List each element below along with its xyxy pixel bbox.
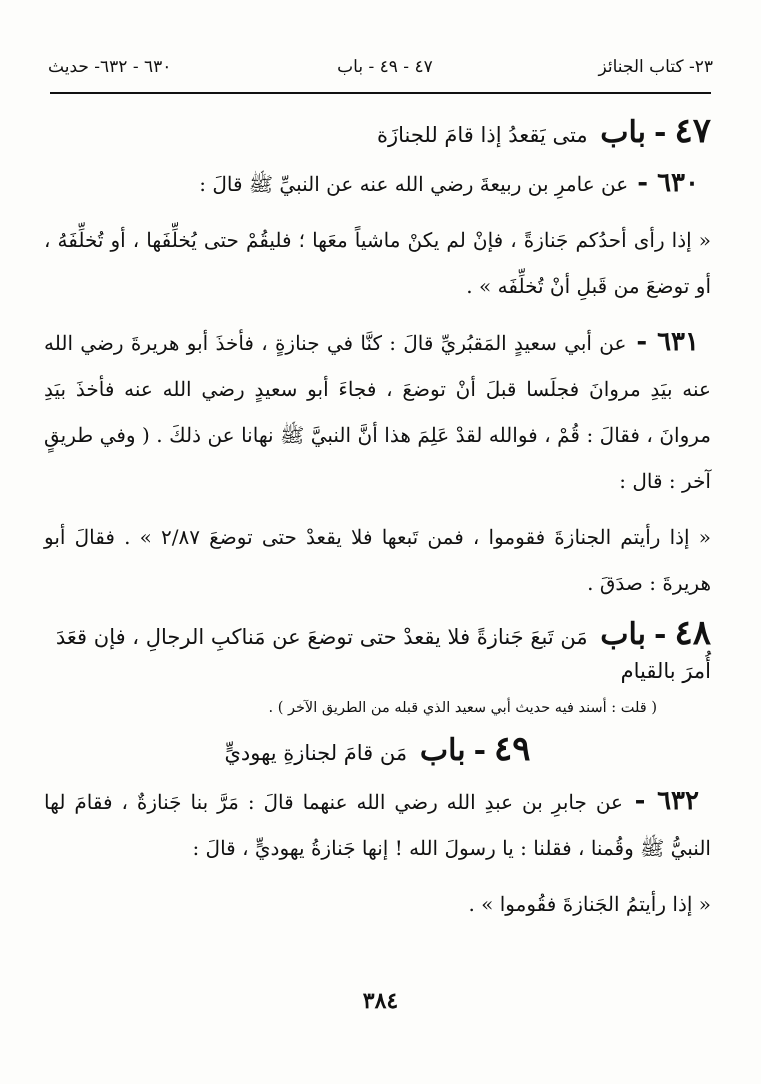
hadith-632-quote: « إذا رأيتمُ الجَنازةَ فقُوموا » .: [468, 892, 711, 916]
header-hadith-range: ٦٣٠ - ٦٣٢- حديث: [48, 57, 172, 77]
hadith-631: ٦٣١ - عن أبي سعيدٍ المَقبُريِّ قالَ : كنَّا في جنازةٍ ، فأخذَ أبو هريرةَ رضي الله عنه بيَدِ مروانَ فجلَسا قبلَ أنْ توضعَ ، فجاءَ أبو سعيدٍ رضي الله عنه فأخذَ بيَدِ مروانَ ، فقالَ : قُمْ ، فوالله لقدْ عَلِمَ هذا أنَّ النبيَّ ﷺ نهانا عن ذلكَ . ( وفي طريقٍ آخر : قال :: [44, 327, 711, 493]
chapter-bab-label: باب: [419, 733, 466, 768]
header-chapters-range: ٤٧ - ٤٩ - باب: [337, 57, 433, 77]
chapter-title: مَن قامَ لجنازةِ يهوديٍّ: [224, 741, 408, 765]
hadith-text: عن جابرِ بن عبدِ الله رضي الله عنهما قالَ : مَرَّ بنا جَنازةٌ ، فقامَ لها النبيُّ ﷺ وقُمنا ، فقلنا : يا رسولَ الله ! إنها جَنازةُ يهوديٍّ ، قالَ :: [44, 790, 711, 860]
chapter-number: ٤٩: [494, 729, 531, 769]
hadith-632: ٦٣٢ - عن جابرِ بن عبدِ الله رضي الله عنهما قالَ : مَرَّ بنا جَنازةٌ ، فقامَ لها النبيُّ ﷺ وقُمنا ، فقلنا : يا رسولَ الله ! إنها جَنازةُ يهوديٍّ ، قالَ :: [44, 786, 711, 860]
chapter-title: مَن تَبعَ جَنازةً فلا يقعدْ حتى توضعَ عن مَناكبِ الرجالِ ، فإن قعَدَ أُمرَ بالقيام: [55, 625, 711, 683]
chapter-bab-label: باب: [600, 617, 647, 652]
chapter-heading-47: ٤٧-باب متى يَقعدُ إذا قامَ للجنازَة: [376, 111, 711, 151]
chapter-heading-49: ٤٩-باب مَن قامَ لجنازةِ يهوديٍّ: [224, 729, 531, 769]
chapter-number: ٤٧: [674, 111, 711, 151]
header-rule: [50, 92, 711, 94]
chapter-title: متى يَقعدُ إذا قامَ للجنازَة: [376, 123, 588, 147]
editor-note: ( قلت : أسند فيه حديث أبي سعيد الذي قبله من الطريق الآخر ) .: [268, 700, 657, 716]
header-chapter: ٢٣- كتاب الجنائز: [598, 57, 713, 77]
hadith-630-quote: « إذا رأى أحدُكم جَنازةً ، فإنْ لم يكنْ ماشياً معَها ؛ فليقُمْ حتى يُخلِّفَها ، أو تُخلِّفَهُ ، أو توضعَ من قَبلِ أنْ تُخلِّفَه » .: [44, 228, 711, 298]
chapter-number: ٤٨: [674, 613, 711, 653]
hadith-number: ٦٣١: [657, 327, 699, 357]
running-header: [48, 52, 713, 82]
hadith-number: ٦٣٠: [657, 168, 699, 198]
chapter-heading-48: ٤٨-باب مَن تَبعَ جَنازةً فلا يقعدْ حتى توضعَ عن مَناكبِ الرجالِ ، فإن قعَدَ أُمرَ بالقيام: [55, 613, 711, 683]
hadith-text: عن أبي سعيدٍ المَقبُريِّ قالَ : كنَّا في جنازةٍ ، فأخذَ أبو هريرةَ رضي الله عنه بيَدِ مروانَ فجلَسا قبلَ أنْ توضعَ ، فجاءَ أبو سعيدٍ رضي الله عنه فأخذَ بيَدِ مروانَ ، فقالَ : قُمْ ، فوالله لقدْ عَلِمَ هذا أنَّ النبيَّ ﷺ نهانا عن ذلكَ . ( وفي طريقٍ آخر : قال :: [44, 331, 711, 493]
page-number: ٣٨٤: [362, 988, 399, 1014]
chapter-bab-label: باب: [600, 115, 647, 150]
hadith-number: ٦٣٢: [657, 786, 699, 816]
hadith-631-quote: « إذا رأيتم الجنازةَ فقوموا ، فمن تَبعها فلا يقعدْ حتى توضعَ ٢/٨٧ » . فقالَ أبو هريرةَ : صدَقَ .: [44, 525, 711, 595]
hadith-630: ٦٣٠ - عن عامرِ بن ربيعةَ رضي الله عنه عن النبيِّ ﷺ قالَ :: [199, 168, 699, 198]
page-content: [44, 108, 711, 937]
hadith-text: عن عامرِ بن ربيعةَ رضي الله عنه عن النبيِّ ﷺ قالَ :: [199, 172, 629, 196]
